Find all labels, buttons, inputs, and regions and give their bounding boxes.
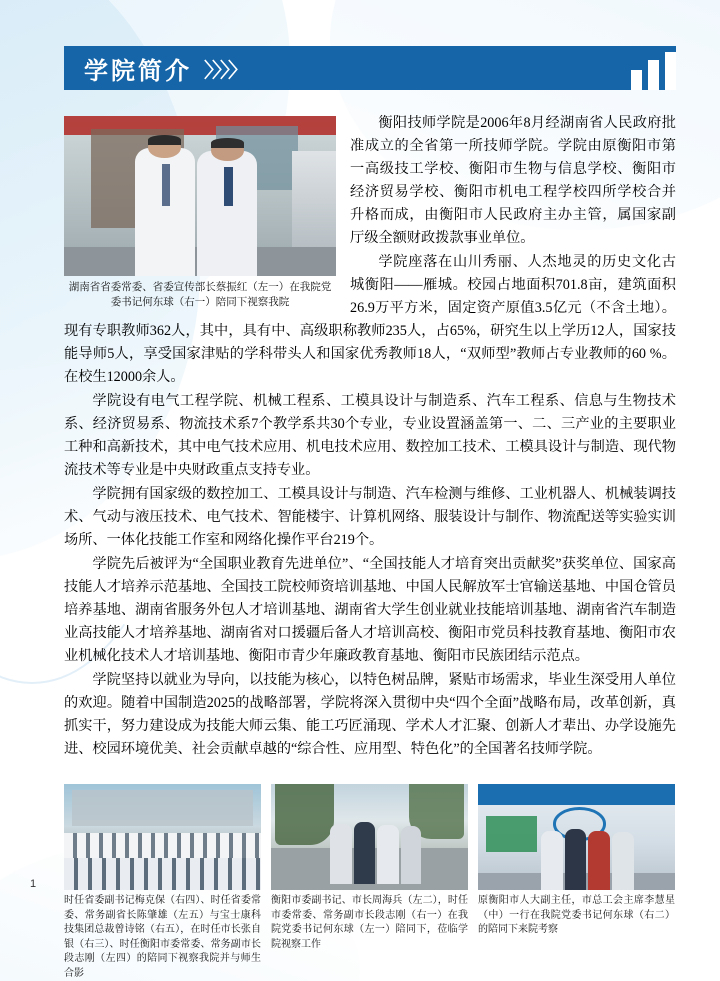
- paragraph-5: 学院先后被评为“全国职业教育先进单位”、“全国技能人才培育突出贡献奖”获奖单位、国家高技能人才培养示范基地、全国技工院校师资培训基地、中国人民解放军士官输送基地、中国仓管员培养基地、湖南省服务外包人才培训基地、湖南省大学生创业就业技能培训基地、湖南省汽车制造业高技能人才培养基地、湖南省对口援疆后备人才培训高校、衡阳市党员科技教育基地、衡阳市农业机械化技术人才培训基地、衡阳市青少年廉政教育基地、衡阳市民族团结示范点。: [64, 556, 676, 664]
- bottom-photo-2-caption: 衡阳市委副书记、市长周海兵（左二），时任市委常委、常务副市长段志刚（右一）在我院党委书记何东球（左一）陪同下，莅临学院视察工作: [271, 895, 468, 950]
- photo3-scene-person-2: [354, 822, 376, 883]
- photo-scene-hair-left: [148, 135, 181, 145]
- chevron-right-icon: 〉〉〉〉: [204, 59, 246, 82]
- photo-scene-tie-right: [224, 167, 232, 205]
- bottom-photo-3: [478, 784, 675, 981]
- top-photo: [64, 116, 336, 310]
- photo3-scene-person-3: [377, 825, 399, 883]
- photo-scene-tie-left: [162, 164, 170, 206]
- header-bar-decoration: [625, 46, 676, 90]
- paragraph-3: 学院设有电气工程学院、机械工程系、工模具设计与制造系、汽车工程系、信息与生物技术系、经济贸易系、物流技术系7个教学系共30个专业，专业设置涵盖第一、二、三产业的主要职业工种和高新技术，其中电气技术应用、机电技术应用、数控加工技术、工模具设计与制造、现代物流技术等专业是中央财政重点支持专业。: [64, 393, 676, 478]
- bottom-photo-3-image: [478, 784, 675, 890]
- photo2-scene-group-row-front: [64, 858, 261, 890]
- header-bar-3: [665, 52, 676, 90]
- photo4-scene-person-2: [565, 829, 587, 890]
- bottom-photo-1-image: [64, 784, 261, 890]
- photo4-scene-person-3: [588, 831, 610, 890]
- header-bar-2: [648, 60, 659, 90]
- bottom-photo-2: [271, 784, 468, 981]
- bottom-photo-1: [64, 784, 261, 981]
- page-title: 学院简介: [84, 57, 192, 85]
- top-photo-image: [64, 116, 336, 276]
- bottom-photo-row: [64, 784, 676, 981]
- header-bar-1: [631, 70, 642, 90]
- photo3-scene-person-1: [330, 824, 352, 883]
- photo4-scene-person-4: [612, 832, 634, 890]
- photo4-scene-display-panel: [486, 816, 537, 852]
- photo3-scene-tree-left: [275, 784, 334, 845]
- photo2-scene-building: [72, 790, 253, 826]
- photo3-scene-person-4: [401, 826, 421, 883]
- bottom-photo-1-caption: 时任省委副书记梅克保（右四）、时任省委常委、常务副省长陈肇雄（左五）与宝士康科技集团总裁曾诗铭（右五），在时任市长张自银（右三）、时任衡阳市委常委、常务副市长段志刚（左四）的陪同下视察我院并与师生合影: [64, 895, 261, 979]
- page-number: 1: [30, 878, 37, 890]
- photo4-scene-banner: [478, 784, 675, 805]
- photo-scene-crowd: [292, 151, 336, 247]
- intro-block: [64, 112, 676, 389]
- paragraph-4: 学院拥有国家级的数控加工、工模具设计与制造、汽车检测与维修、工业机器人、机械装调技术、气动与液压技术、电气技术、智能楼宇、计算机网络、服装设计与制作、物流配送等实验实训场所、一体化技能工作室和网络化操作平台219个。: [64, 486, 676, 548]
- article-content: [64, 112, 676, 762]
- paragraph-1: 衡阳技师学院是2006年8月经湖南省人民政府批准成立的全省第一所技师学院。学院由原衡阳市第一高级技工学校、衡阳市生物与信息学校、衡阳市经济贸易学校、衡阳市机电工程学校四所学校合并升格而成，由衡阳市人民政府主办主管，属国家副厅级全额财政拨款事业单位。: [350, 115, 676, 246]
- bottom-photo-2-image: [271, 784, 468, 890]
- bottom-photo-3-caption: 原衡阳市人大副主任，市总工会主席李慧星（中）一行在我院党委书记何东球（右二）的陪同下来院考察: [478, 895, 675, 935]
- photo4-scene-person-1: [541, 831, 563, 890]
- photo-scene-hair-right: [211, 138, 244, 148]
- section-header-banner: [64, 46, 676, 90]
- photo2-scene-group-row-back: [64, 833, 261, 861]
- paragraph-2: 学院座落在山川秀丽、人杰地灵的历史文化古城衡阳——雁城。校园占地面积701.8亩，建筑面积26.9万平方米，固定资产原值3.5亿元（不含土地）。现有专职教师362人，其中，具有中、高级职称教师235人，占65%，研究生以上学历12人，国家技能导师5人，享受国家津贴的学科带头人和国家优秀教师18人，“双师型”教师占专业教师的60 %。在校生12000余人。: [64, 254, 676, 385]
- paragraph-6: 学院坚持以就业为导向，以技能为核心，以特色树品牌，紧贴市场需求，毕业生深受用人单位的欢迎。随着中国制造2025的战略部署，学院将深入贯彻中央“四个全面”战略布局，改革创新，真抓实干，努力建设成为技能大师云集、能工巧匠涌现、学术人才汇聚、创新人才辈出、办学设施先进、校园环境优美、社会贡献卓越的“综合性、应用型、特色化”的全国著名技师学院。: [64, 672, 676, 757]
- top-photo-caption: 湖南省省委常委、省委宣传部长蔡振红（左一）在我院党委书记何东球（右一）陪同下视察我院: [68, 281, 332, 309]
